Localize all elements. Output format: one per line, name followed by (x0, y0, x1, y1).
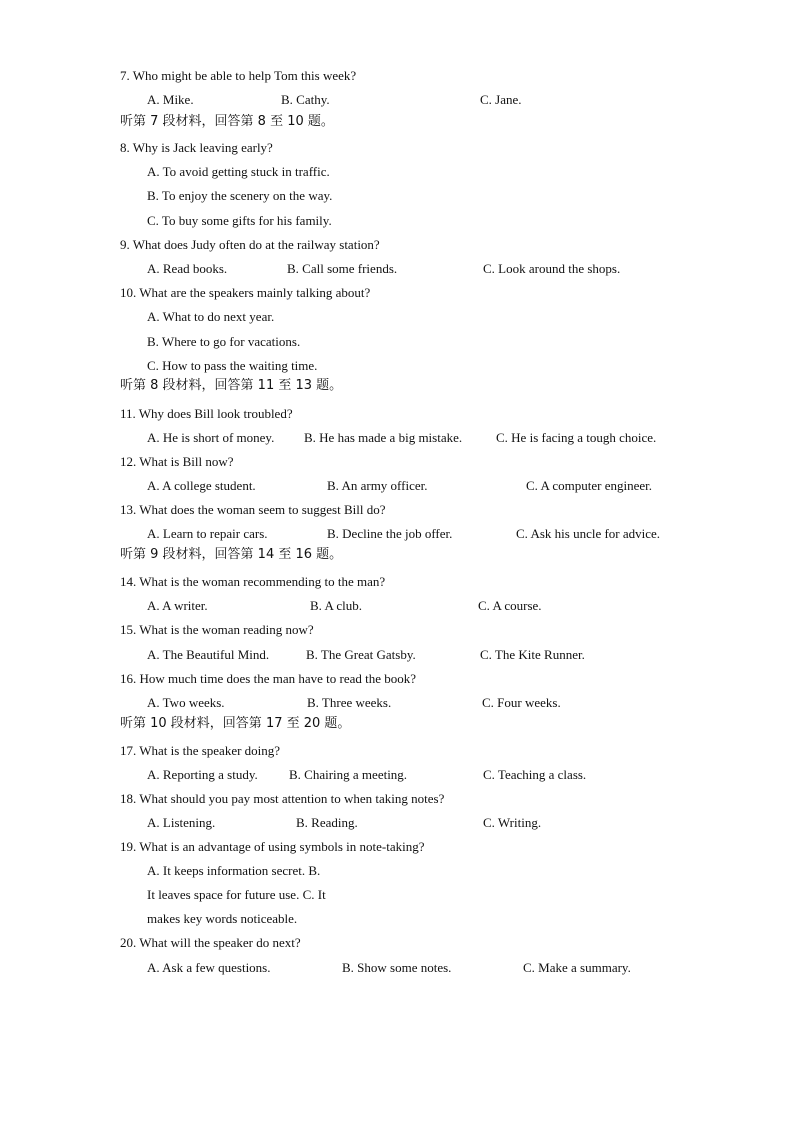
q17-option-c: C. Teaching a class. (483, 767, 587, 782)
q9-option-b: B. Call some friends. (287, 261, 398, 276)
q9-option-c: C. Look around the shops. (483, 261, 621, 276)
q8-option-c: C. To buy some gifts for his family. (147, 213, 332, 228)
q19-options-line-2: It leaves space for future use. C. It (147, 887, 326, 902)
question-12: 12. What is Bill now? (120, 454, 234, 469)
q12-option-a: A. A college student. (147, 478, 256, 493)
question-14: 14. What is the woman recommending to the man? (120, 574, 386, 589)
q19-options-line-3: makes key words noticeable. (147, 911, 298, 926)
q18-option-a: A. Listening. (147, 815, 216, 830)
q10-option-a: A. What to do next year. (147, 309, 275, 324)
q14-option-b: B. A club. (310, 598, 363, 613)
q7-option-b: B. Cathy. (281, 92, 330, 107)
question-7: 7. Who might be able to help Tom this week? (120, 68, 357, 83)
q15-option-b: B. The Great Gatsby. (306, 647, 416, 662)
question-8: 8. Why is Jack leaving early? (120, 140, 273, 155)
q8-option-b: B. To enjoy the scenery on the way. (147, 188, 333, 203)
q20-option-a: A. Ask a few questions. (147, 960, 271, 975)
question-11: 11. Why does Bill look troubled? (120, 406, 293, 421)
q15-option-a: A. The Beautiful Mind. (147, 647, 270, 662)
question-16: 16. How much time does the man have to read the book? (120, 671, 417, 686)
q20-option-c: C. Make a summary. (523, 960, 631, 975)
q7-option-c: C. Jane. (480, 92, 522, 107)
question-10: 10. What are the speakers mainly talking about? (120, 285, 371, 300)
q10-option-b: B. Where to go for vacations. (147, 334, 301, 349)
q18-option-b: B. Reading. (296, 815, 358, 830)
question-17: 17. What is the speaker doing? (120, 743, 281, 758)
q18-option-c: C. Writing. (483, 815, 542, 830)
q20-option-b: B. Show some notes. (342, 960, 452, 975)
question-15: 15. What is the woman reading now? (120, 622, 314, 637)
q12-option-b: B. An army officer. (327, 478, 428, 493)
question-9: 9. What does Judy often do at the railway station? (120, 237, 380, 252)
q7-option-a: A. Mike. (147, 92, 194, 107)
q13-option-b: B. Decline the job offer. (327, 526, 453, 541)
q14-option-a: A. A writer. (147, 598, 208, 613)
question-13: 13. What does the woman seem to suggest Bill do? (120, 502, 386, 517)
section-header-7: 听第 7 段材料，回答第 8 至 10 题。 (120, 114, 334, 129)
q16-option-c: C. Four weeks. (482, 695, 561, 710)
question-18: 18. What should you pay most attention to when taking notes? (120, 791, 445, 806)
q16-option-b: B. Three weeks. (307, 695, 392, 710)
q17-option-b: B. Chairing a meeting. (289, 767, 408, 782)
section-header-9: 听第 9 段材料，回答第 14 至 16 题。 (120, 547, 343, 562)
q19-options-line-1: A. It keeps information secret. B. (147, 863, 321, 878)
q15-option-c: C. The Kite Runner. (480, 647, 585, 662)
q9-option-a: A. Read books. (147, 261, 228, 276)
q8-option-a: A. To avoid getting stuck in traffic. (147, 164, 330, 179)
q14-option-c: C. A course. (478, 598, 542, 613)
question-20: 20. What will the speaker do next? (120, 935, 301, 950)
q11-option-a: A. He is short of money. (147, 430, 275, 445)
q13-option-c: C. Ask his uncle for advice. (516, 526, 661, 541)
q11-option-c: C. He is facing a tough choice. (496, 430, 657, 445)
q13-option-a: A. Learn to repair cars. (147, 526, 268, 541)
section-header-10: 听第 10 段材料，回答第 17 至 20 题。 (120, 716, 351, 731)
section-header-8: 听第 8 段材料，回答第 11 至 13 题。 (120, 378, 343, 393)
q12-option-c: C. A computer engineer. (526, 478, 653, 493)
q17-option-a: A. Reporting a study. (147, 767, 258, 782)
q16-option-a: A. Two weeks. (147, 695, 225, 710)
q10-option-c: C. How to pass the waiting time. (147, 358, 318, 373)
question-19: 19. What is an advantage of using symbols in note-taking? (120, 839, 425, 854)
q11-option-b: B. He has made a big mistake. (304, 430, 463, 445)
